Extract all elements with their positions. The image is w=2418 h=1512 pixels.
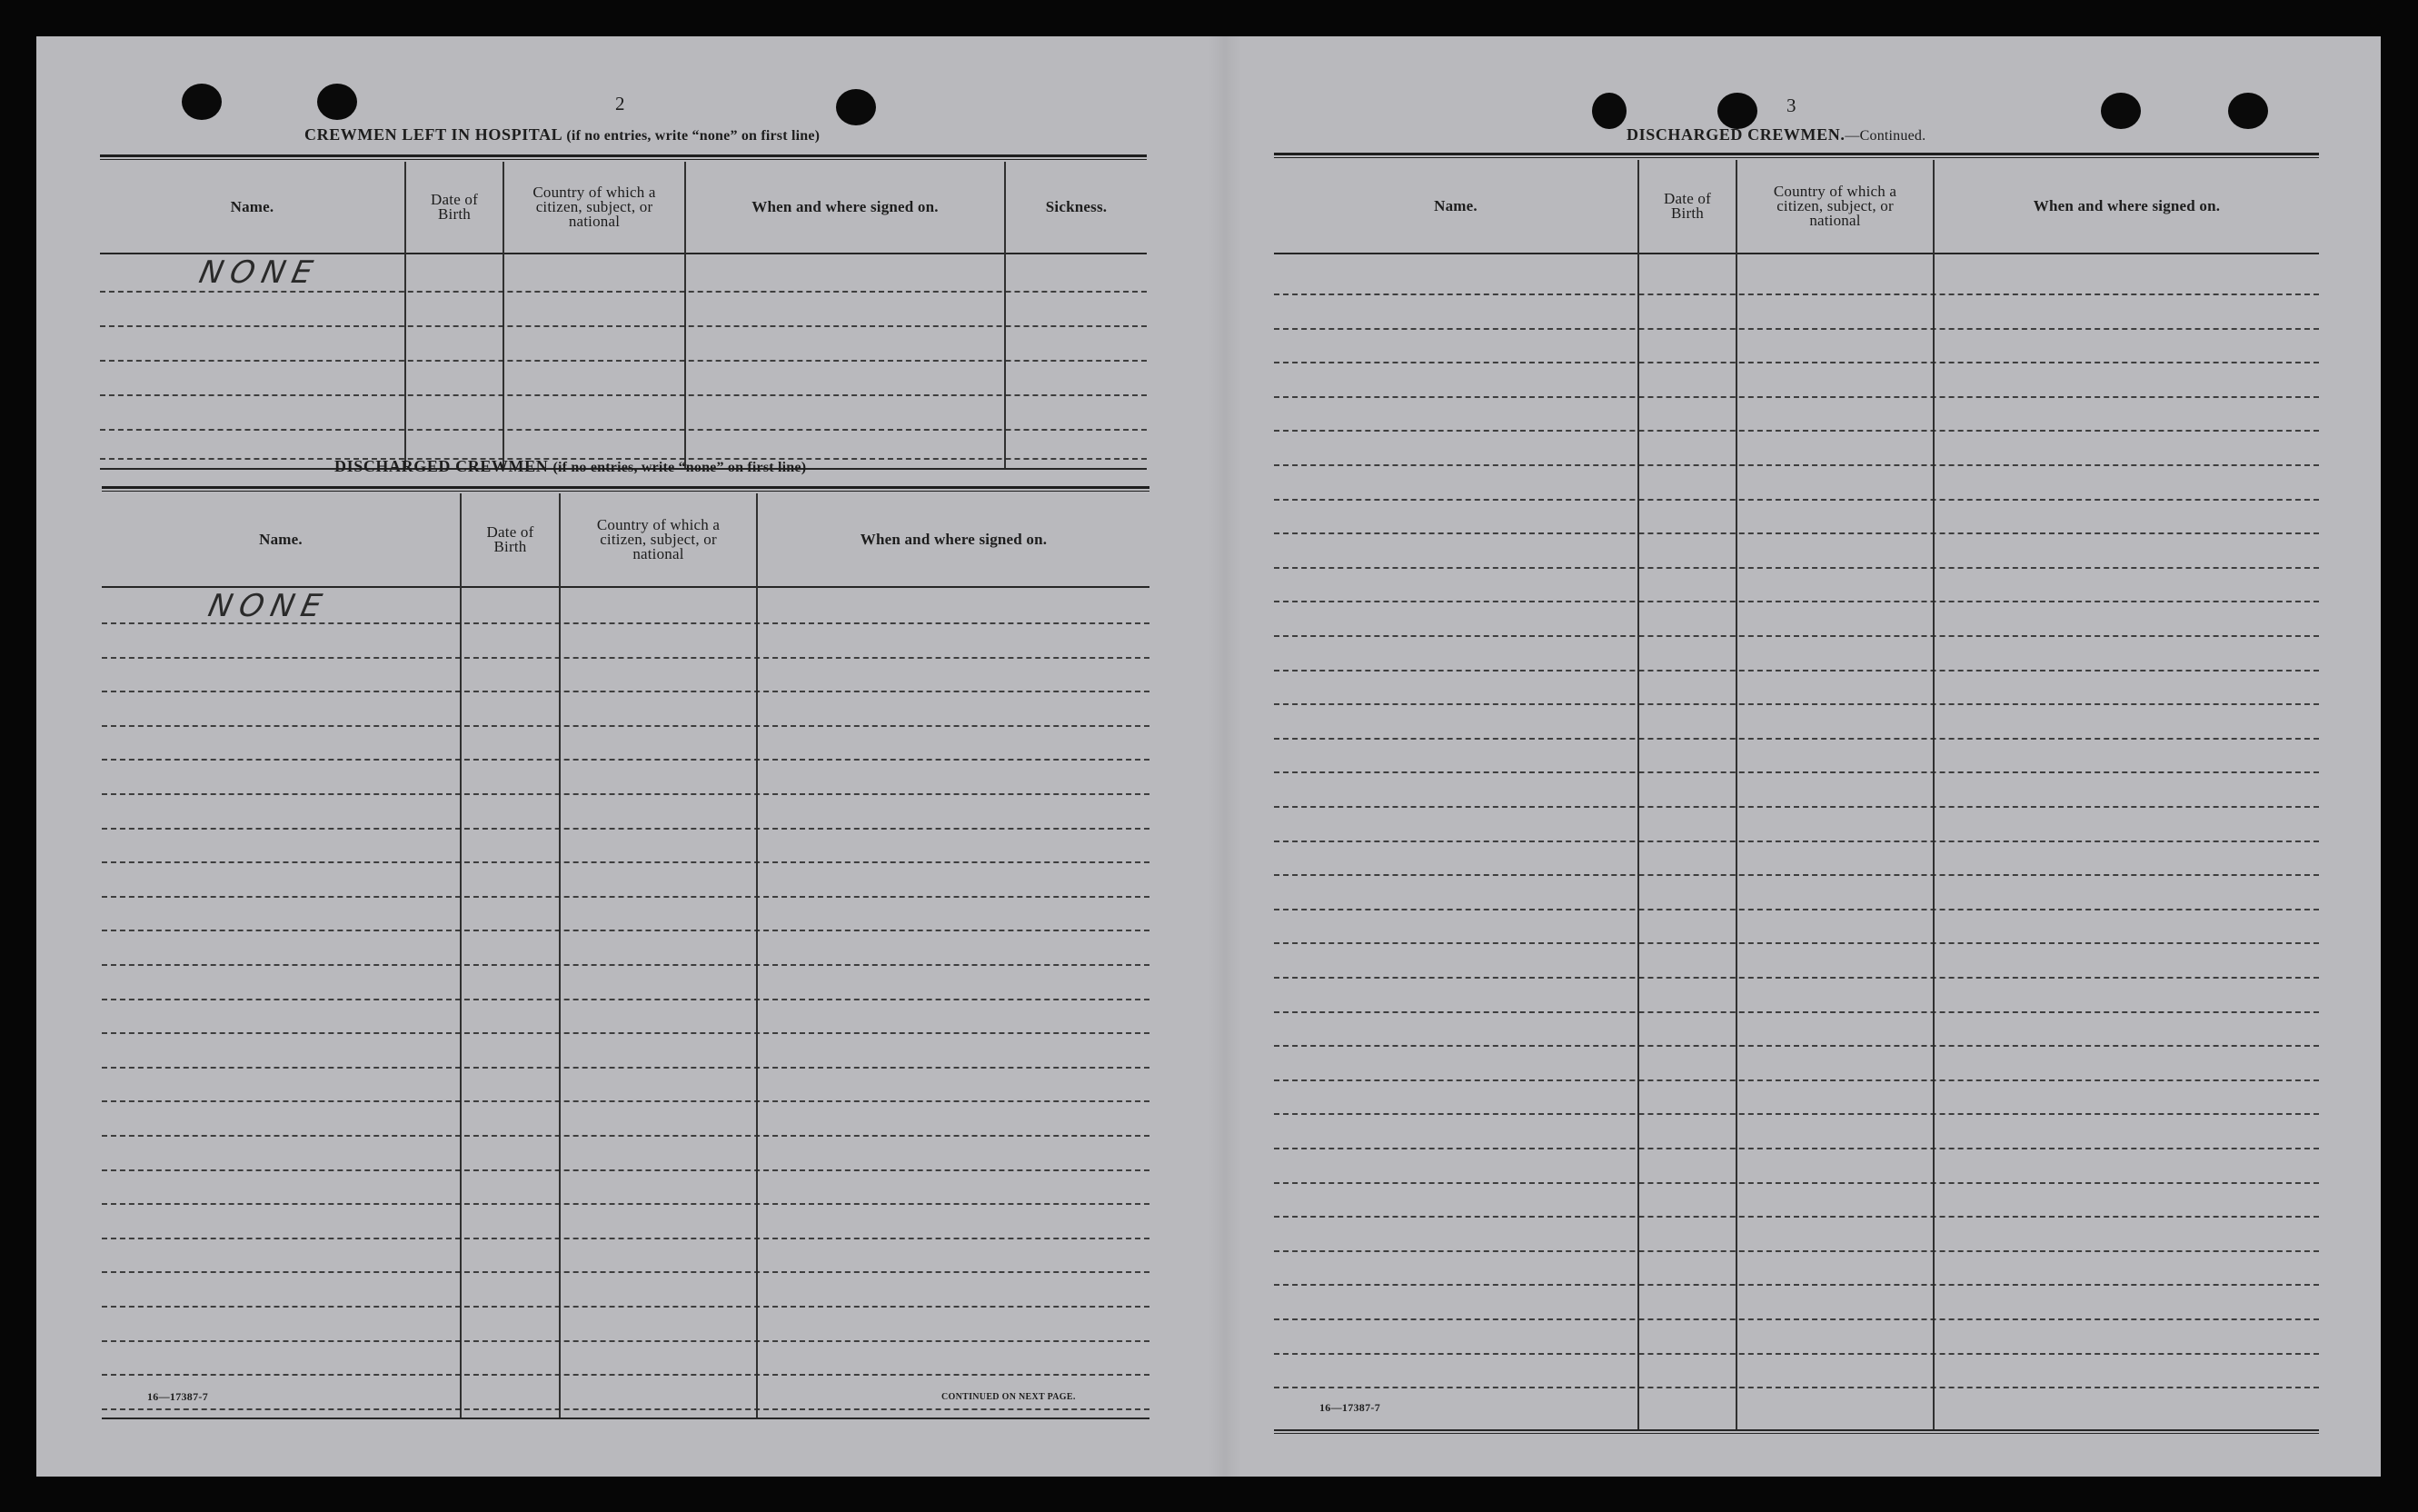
entry-line: [102, 1340, 1149, 1342]
right-title-main: DISCHARGED CREWMEN.: [1627, 125, 1846, 144]
hospital-section-title: [304, 125, 820, 144]
discharged-table-left: [102, 486, 1149, 1422]
entry-line: [100, 291, 1147, 293]
right-section-title: [1627, 125, 1925, 144]
entry-line: [1274, 601, 2319, 602]
entry-line: [102, 1135, 1149, 1137]
entry-line: [1274, 1387, 2319, 1388]
entry-line: [1274, 942, 2319, 944]
punch-hole: [836, 89, 876, 125]
entry-line: [102, 1271, 1149, 1273]
col-header-signed-on: When and where signed on.: [751, 198, 939, 215]
form-number: 16—17387-7: [147, 1390, 208, 1403]
entry-line: [102, 1374, 1149, 1376]
entry-line: [102, 964, 1149, 966]
entry-line: [102, 930, 1149, 931]
entry-line: [100, 394, 1147, 396]
col-header-date-of-birth: Date of Birth: [486, 523, 534, 555]
hospital-title-main: CREWMEN LEFT IN HOSPITAL: [304, 125, 562, 144]
entry-line: [102, 1169, 1149, 1171]
discharged-title-main: DISCHARGED CREWMEN: [334, 457, 549, 475]
entry-line: [1274, 1216, 2319, 1218]
entry-line: [1274, 532, 2319, 534]
entry-line: [1274, 464, 2319, 466]
col-header-date-of-birth: Date of Birth: [431, 191, 478, 223]
discharged-title-note: (if no entries, write “none” on first line): [552, 460, 807, 475]
col-header-name: Name.: [1434, 197, 1478, 214]
entry-line: [102, 1067, 1149, 1069]
entry-line: [1274, 430, 2319, 432]
entry-line: [1274, 1045, 2319, 1047]
col-header-country: Country of which a citizen, subject, or national: [532, 184, 656, 230]
entry-line: [102, 725, 1149, 727]
punch-hole: [2101, 93, 2141, 129]
entry-line: [100, 325, 1147, 327]
entry-line: [102, 1408, 1149, 1410]
entry-line: [102, 1238, 1149, 1239]
entry-line: [102, 657, 1149, 659]
entry-line: [1274, 738, 2319, 740]
entry-line: [102, 1203, 1149, 1205]
entry-line: [102, 999, 1149, 1000]
col-header-signed-on: When and where signed on.: [2033, 197, 2221, 214]
entry-line: [1274, 874, 2319, 876]
form-sheet: [36, 36, 2381, 1477]
discharged-table-right: [1274, 153, 2319, 1436]
entry-line: [1274, 635, 2319, 637]
col-header-name: Name.: [230, 198, 274, 215]
entry-line: [102, 691, 1149, 692]
col-header-sickness: Sickness.: [1045, 198, 1108, 215]
entry-line: [1274, 977, 2319, 979]
punch-hole: [2228, 93, 2268, 129]
entry-line: [1274, 362, 2319, 363]
entry-line: [102, 896, 1149, 898]
entry-line: [102, 793, 1149, 795]
entry-line: [100, 360, 1147, 362]
col-header-name: Name.: [259, 531, 303, 548]
entry-line: [102, 1100, 1149, 1102]
hospital-table: [100, 154, 1147, 472]
page-fold: [1209, 36, 1241, 1477]
discharged-section-title: [334, 457, 806, 476]
entry-line: [1274, 1079, 2319, 1081]
col-header-date-of-birth: Date of Birth: [1664, 190, 1711, 222]
page-number: 3: [1786, 94, 1796, 116]
col-header-signed-on: When and where signed on.: [860, 531, 1048, 548]
entry-line: [1274, 841, 2319, 842]
entry-line: [1274, 1284, 2319, 1286]
handwritten-none: NONE: [204, 588, 333, 624]
entry-line: [1274, 1011, 2319, 1013]
page-number: 2: [615, 93, 625, 114]
continued-note: CONTINUED ON NEXT PAGE.: [941, 1392, 1076, 1402]
entry-line: [1274, 1182, 2319, 1184]
entry-line: [1274, 499, 2319, 501]
entry-line: [1274, 396, 2319, 398]
col-header-country: Country of which a citizen, subject, or national: [596, 516, 721, 562]
entry-line: [1274, 1353, 2319, 1355]
entry-line: [1274, 806, 2319, 808]
entry-line: [1274, 909, 2319, 910]
entry-line: [102, 861, 1149, 863]
entry-line: [1274, 1148, 2319, 1149]
punch-hole: [317, 84, 357, 120]
entry-line: [102, 759, 1149, 761]
punch-hole: [182, 84, 222, 120]
entry-line: [1274, 1318, 2319, 1320]
entry-line: [1274, 567, 2319, 569]
punch-hole: [1592, 93, 1627, 129]
entry-line: [100, 429, 1147, 431]
entry-line: [1274, 703, 2319, 705]
form-number: 16—17387-7: [1319, 1401, 1380, 1414]
col-header-country: Country of which a citizen, subject, or national: [1773, 183, 1897, 229]
entry-line: [1274, 1250, 2319, 1252]
entry-line: [1274, 670, 2319, 671]
entry-line: [102, 828, 1149, 830]
entry-line: [1274, 328, 2319, 330]
right-title-note: —Continued.: [1845, 128, 1926, 144]
entry-line: [102, 1306, 1149, 1308]
entry-line: [102, 1032, 1149, 1034]
entry-line: [1274, 293, 2319, 295]
entry-line: [1274, 771, 2319, 773]
punch-hole: [1717, 93, 1757, 129]
handwritten-none: NONE: [195, 254, 323, 291]
entry-line: [1274, 1113, 2319, 1115]
hospital-title-note: (if no entries, write “none” on first line): [566, 128, 821, 144]
